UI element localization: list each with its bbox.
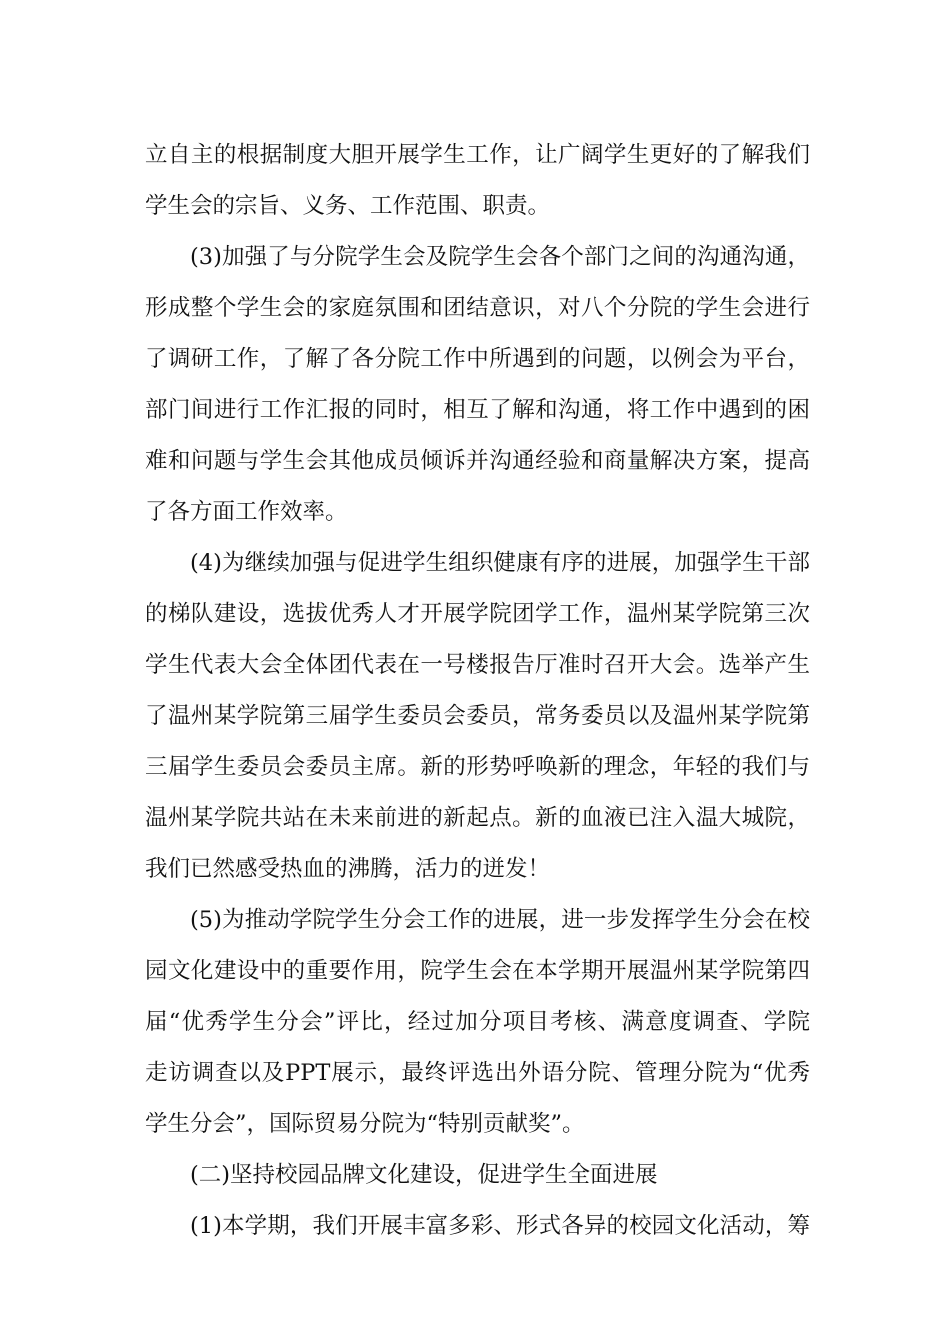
text-line: 届“优秀学生分会”评比，经过加分项目考核、满意度调查、学院: [145, 1009, 810, 1035]
text-line: 走访调查以及PPT展示，最终评选出外语分院、管理分院为“优秀: [145, 1060, 810, 1086]
text-line: 学生代表大会全体团代表在一号楼报告厅准时召开大会。选举产生: [145, 652, 810, 678]
paragraph-start-line: (1)本学期，我们开展丰富多彩、形式各异的校园文化活动，筹: [190, 1213, 810, 1239]
text-line: 难和问题与学生会其他成员倾诉并沟通经验和商量解决方案，提高: [145, 448, 810, 474]
paragraph-start-line: (4)为继续加强与促进学生组织健康有序的进展，加强学生干部: [190, 550, 810, 576]
text-line: 学生会的宗旨、义务、工作范围、职责。: [145, 193, 551, 219]
paragraph-start-line: (3)加强了与分院学生会及院学生会各个部门之间的沟通沟通，: [190, 244, 810, 270]
text-line: 学生分会”，国际贸易分院为“特别贡献奖”。: [145, 1111, 585, 1137]
text-line: 三届学生委员会委员主席。新的形势呼唤新的理念，年轻的我们与: [145, 754, 810, 780]
text-line: 了各方面工作效率。: [145, 499, 348, 525]
text-line: 形成整个学生会的家庭氛围和团结意识，对八个分院的学生会进行: [145, 295, 810, 321]
text-line: 我们已然感受热血的沸腾，活力的迸发！: [145, 856, 551, 882]
text-line: 温州某学院共站在未来前进的新起点。新的血液已注入温大城院，: [145, 805, 810, 831]
text-line: 了温州某学院第三届学生委员会委员，常务委员以及温州某学院第: [145, 703, 810, 729]
text-line: 部门间进行工作汇报的同时，相互了解和沟通，将工作中遇到的困: [145, 397, 810, 423]
paragraph-start-line: (5)为推动学院学生分会工作的进展，进一步发挥学生分会在校: [190, 907, 810, 933]
text-line: 的梯队建设，选拔优秀人才开展学院团学工作，温州某学院第三次: [145, 601, 810, 627]
section-heading: (二)坚持校园品牌文化建设，促进学生全面进展: [190, 1162, 658, 1188]
text-line: 立自主的根据制度大胆开展学生工作，让广阔学生更好的了解我们: [145, 142, 810, 168]
text-line: 了调研工作，了解了各分院工作中所遇到的问题，以例会为平台，: [145, 346, 810, 372]
text-line: 园文化建设中的重要作用，院学生会在本学期开展温州某学院第四: [145, 958, 810, 984]
body-text: [145, 130, 810, 1252]
